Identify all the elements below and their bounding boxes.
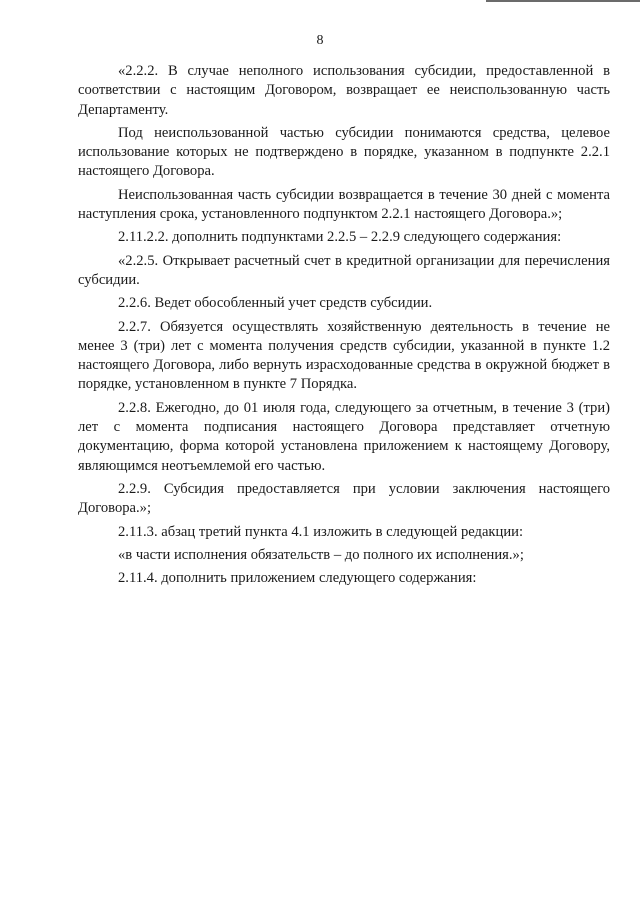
paragraph-2-2-2: «2.2.2. В случае неполного использования субсидии, предоставленной в соответствии с настоящим Договором, возвращает ее неиспользованную часть Департаменту.: [78, 63, 610, 118]
paragraph-2-2-6: 2.2.6. Ведет обособленный учет средств субсидии.: [118, 295, 433, 312]
paragraph-2-11-4: 2.11.4. дополнить приложением следующего содержания:: [118, 570, 477, 587]
paragraph-obligations-clause: «в части исполнения обязательств – до полного их исполнения.»;: [118, 546, 524, 563]
top-edge-line: [486, 0, 640, 2]
paragraph-2-11-3: 2.11.3. абзац третий пункта 4.1 изложить в следующей редакции:: [118, 523, 524, 540]
paragraph-2-2-9: 2.2.9. Субсидия предоставляется при условии заключения настоящего Договора.»;: [78, 480, 610, 517]
page-number: 8: [316, 33, 324, 48]
paragraph-return-term: Неиспользованная часть субсидии возвращается в течение 30 дней с момента наступления срока, установленного подпунктом 2.2.1 настоящего Договора.»;: [78, 186, 610, 223]
paragraph-2-11-2-2: 2.11.2.2. дополнить подпунктами 2.2.5 – 2.2.9 следующего содержания:: [118, 229, 562, 246]
document-body: [78, 62, 610, 592]
paragraph-2-2-8: 2.2.8. Ежегодно, до 01 июля года, следующего за отчетным, в течение 3 (три) лет с момента подписания настоящего Договора представляет отчетную документацию, форма которой установлена приложением к настоящему Договору, являющимся неотъемлемой его частью.: [78, 399, 610, 474]
paragraph-2-2-5: «2.2.5. Открывает расчетный счет в кредитной организации для перечисления субсидии.: [78, 252, 610, 288]
paragraph-unused-part-definition: Под неиспользованной частью субсидии понимаются средства, целевое использование которых не подтверждено в порядке, указанном в подпункте 2.2.1 настоящего Договора.: [78, 124, 610, 180]
paragraph-2-2-7: 2.2.7. Обязуется осуществлять хозяйственную деятельность в течение не менее 3 (три) лет с момента получения средств субсидии, указанной в пункте 1.2 настоящего Договора, либо вернуть израсходованные средства в окружной бюджет в порядке, установленном в пункте 7 Порядка.: [78, 318, 610, 393]
